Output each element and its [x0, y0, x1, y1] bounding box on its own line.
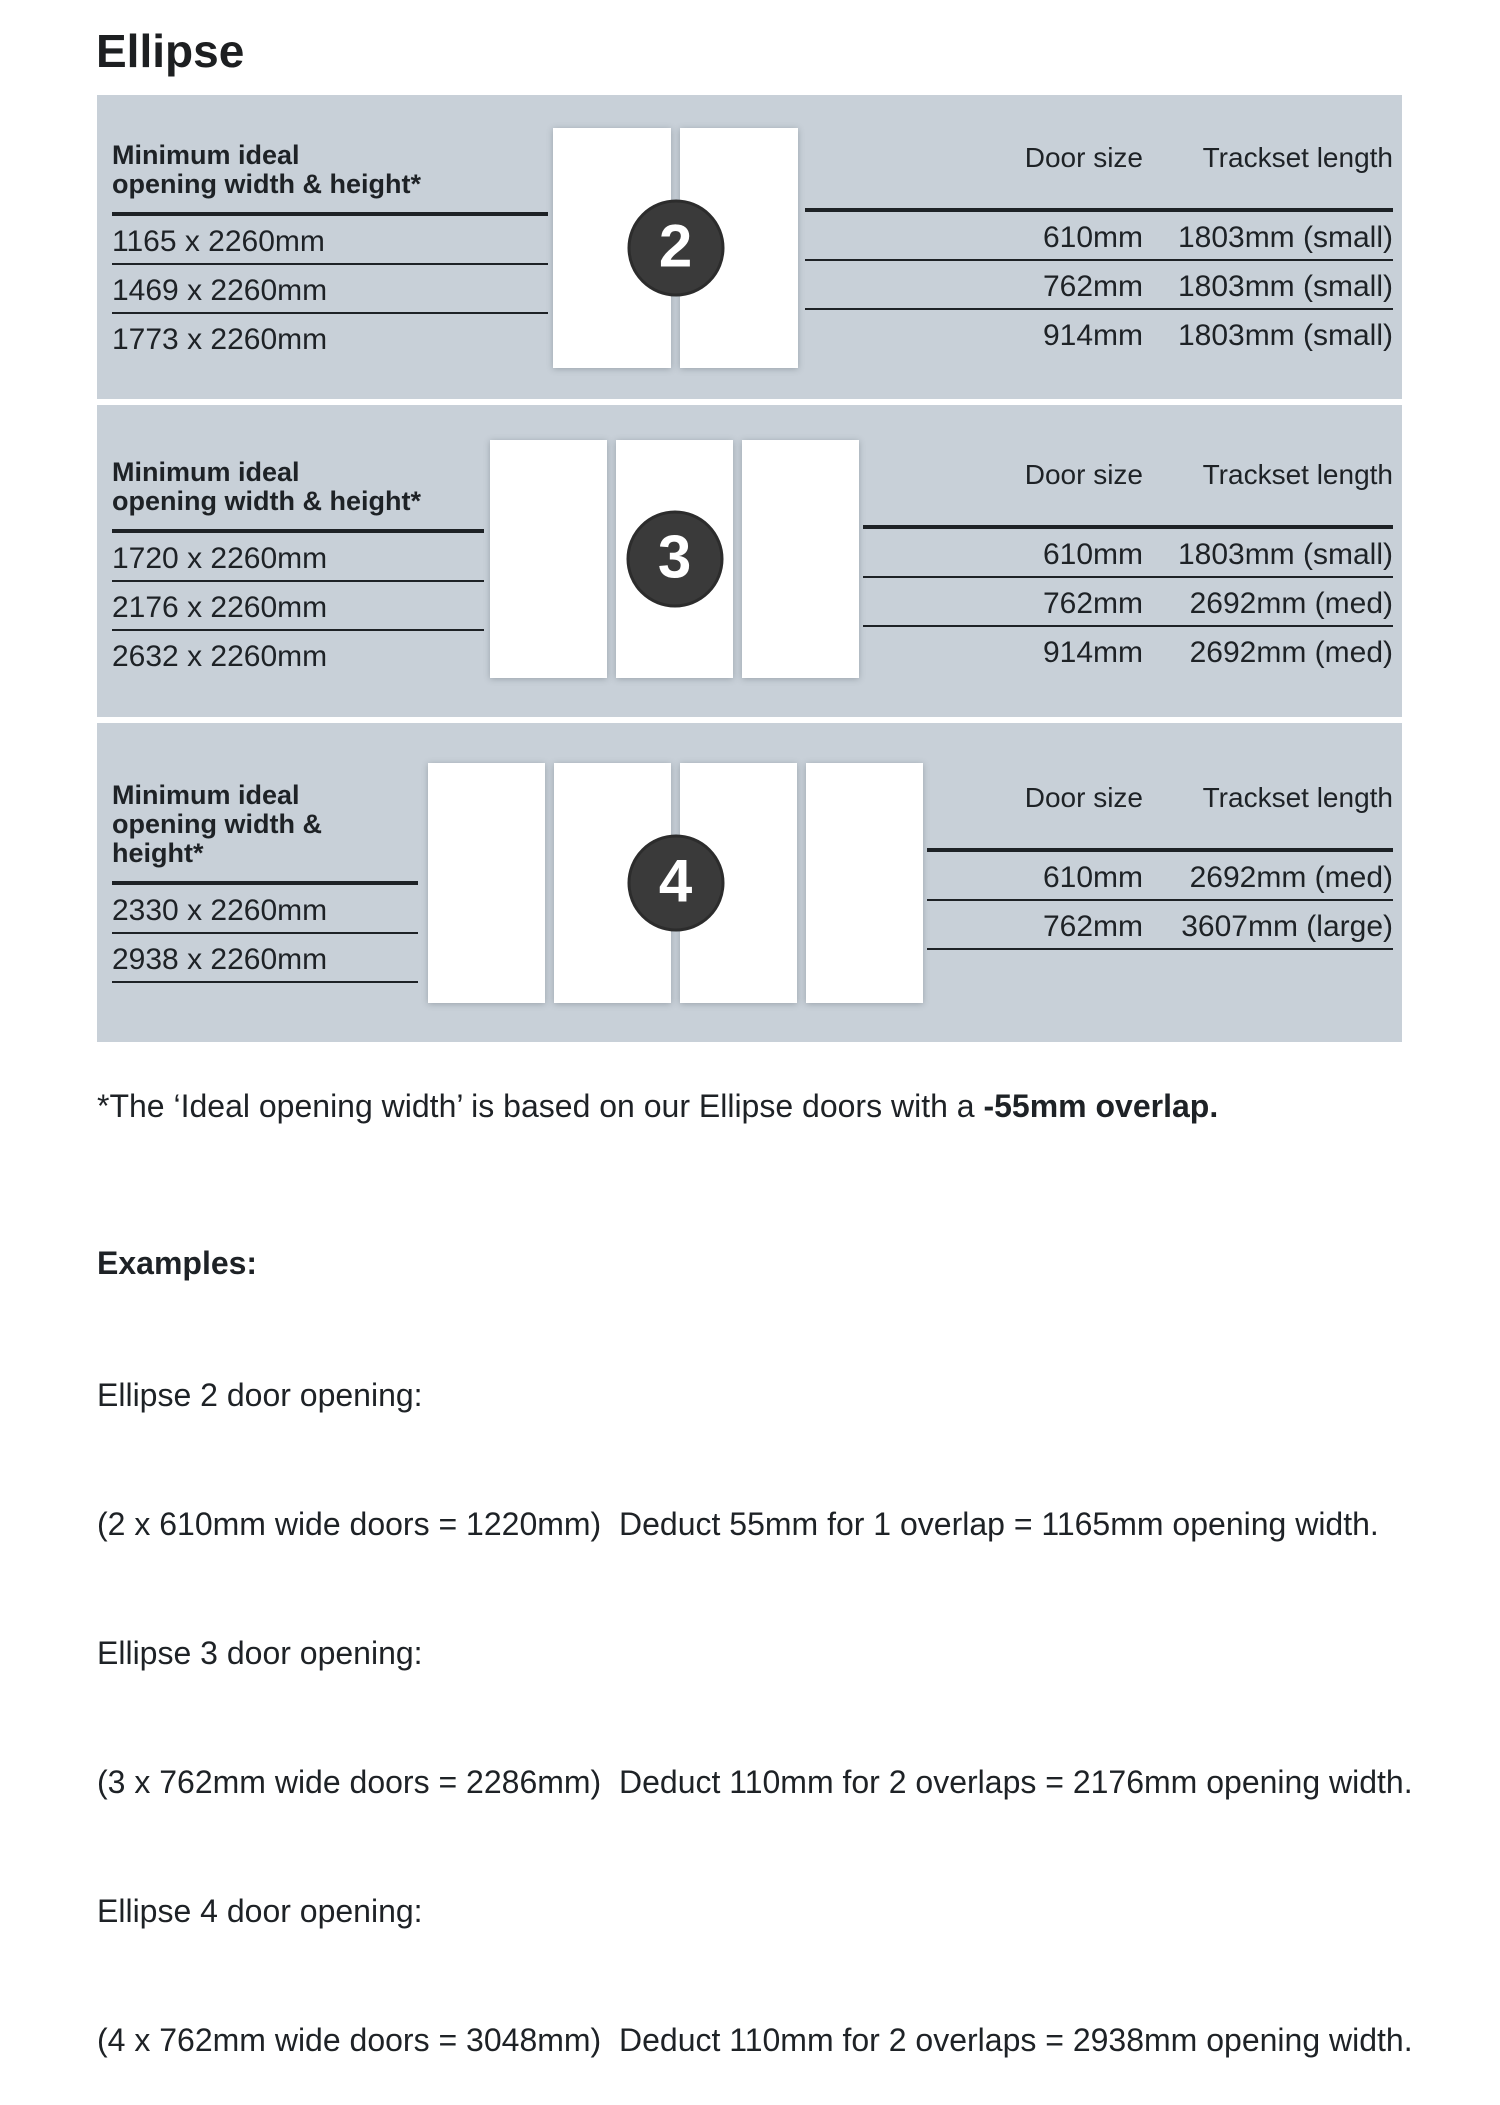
- door-spec-header: [863, 458, 1393, 529]
- door-size-value: 610mm: [1042, 538, 1143, 571]
- trackset-length-value: 2692mm (med): [1189, 587, 1393, 620]
- trackset-length-value: 1803mm (small): [1177, 319, 1393, 352]
- opening-size-table-3: [112, 458, 484, 680]
- section-3-door: [97, 405, 1402, 717]
- opening-size-row: 1773 x 2260mm: [112, 323, 328, 356]
- door-panel: [742, 440, 859, 678]
- door-panel: [806, 763, 923, 1003]
- example-detail: (2 x 610mm wide doors = 1220mm) Deduct 55mm for 1 overlap = 1165mm opening width.: [97, 1506, 1379, 1542]
- trackset-length-value: 1803mm (small): [1177, 270, 1393, 303]
- opening-size-table-4: [112, 781, 418, 983]
- opening-size-header-line1: Minimum ideal: [112, 780, 300, 810]
- door-spec-header: [927, 781, 1393, 852]
- example-label: Ellipse 2 door opening:: [97, 1377, 423, 1413]
- examples-heading: Examples:: [97, 1245, 258, 1281]
- door-size-value: 610mm: [1042, 861, 1143, 894]
- door-size-header: Door size: [1024, 142, 1143, 173]
- footnote-text: *The ‘Ideal opening width’ is based on our Ellipse doors with a: [97, 1088, 984, 1124]
- door-size-value: 762mm: [1042, 587, 1143, 620]
- spec-panel: [97, 95, 1402, 1042]
- opening-size-header-line2: opening width & height*: [112, 809, 322, 868]
- trackset-length-value: 2692mm (med): [1189, 636, 1393, 669]
- door-diagram-4: [428, 763, 923, 1003]
- example-label: Ellipse 3 door opening:: [97, 1635, 423, 1671]
- opening-size-row: 2938 x 2260mm: [112, 934, 418, 983]
- door-spec-row: [927, 852, 1393, 901]
- door-spec-table-4: [927, 781, 1393, 950]
- door-spec-row: [805, 261, 1393, 310]
- opening-size-header-line1: Minimum ideal: [112, 457, 300, 487]
- door-spec-row: [863, 578, 1393, 627]
- trackset-length-value: 2692mm (med): [1189, 861, 1393, 894]
- opening-size-row: 2176 x 2260mm: [112, 582, 484, 631]
- door-spec-row: [805, 310, 1393, 359]
- door-spec-row: [863, 627, 1393, 676]
- door-spec-header: [805, 141, 1393, 212]
- trackset-length-header: Trackset length: [1202, 459, 1393, 490]
- door-size-value: 914mm: [1042, 636, 1143, 669]
- door-size-header: Door size: [1024, 459, 1143, 490]
- door-spec-table-3: [863, 458, 1393, 676]
- opening-size-header: [112, 781, 418, 885]
- door-diagram-3: [490, 440, 859, 678]
- door-count-badge: 2: [627, 200, 724, 297]
- page-title: Ellipse: [96, 25, 245, 77]
- door-size-value: 914mm: [1042, 319, 1143, 352]
- trackset-length-value: 3607mm (large): [1181, 910, 1393, 943]
- opening-size-header: [112, 141, 548, 216]
- opening-size-header: [112, 458, 484, 533]
- opening-size-header-line2: opening width & height*: [112, 486, 421, 516]
- opening-size-row: 1165 x 2260mm: [112, 216, 548, 265]
- opening-size-row: 2330 x 2260mm: [112, 885, 418, 934]
- door-count-badge: 3: [626, 511, 723, 608]
- footnote-bold-text: -55mm overlap.: [983, 1088, 1219, 1124]
- door-spec-row: [805, 212, 1393, 261]
- door-diagram-2: [553, 128, 798, 368]
- example-label: Ellipse 4 door opening:: [97, 1893, 423, 1929]
- trackset-length-header: Trackset length: [1202, 782, 1393, 813]
- door-spec-table-2: [805, 141, 1393, 359]
- trackset-length-value: 1803mm (small): [1177, 221, 1393, 254]
- footnote: [97, 1088, 1218, 1125]
- section-4-door: [97, 723, 1402, 1042]
- door-spec-row: [927, 901, 1393, 950]
- door-spec-row: [863, 529, 1393, 578]
- opening-size-header-line1: Minimum ideal: [112, 140, 300, 170]
- door-panel: [490, 440, 607, 678]
- door-size-value: 762mm: [1042, 910, 1143, 943]
- example-detail: (3 x 762mm wide doors = 2286mm) Deduct 110mm for 2 overlaps = 2176mm opening width.: [97, 1764, 1413, 1800]
- trackset-length-value: 1803mm (small): [1177, 538, 1393, 571]
- opening-size-row: 1469 x 2260mm: [112, 265, 548, 314]
- door-size-value: 610mm: [1042, 221, 1143, 254]
- opening-size-row: 2632 x 2260mm: [112, 640, 328, 673]
- trackset-length-header: Trackset length: [1202, 142, 1393, 173]
- opening-size-row: 1720 x 2260mm: [112, 533, 484, 582]
- examples-block: [97, 1156, 1413, 2105]
- door-panel: [428, 763, 545, 1003]
- door-size-header: Door size: [1024, 782, 1143, 813]
- opening-size-table-2: [112, 141, 548, 363]
- example-detail: (4 x 762mm wide doors = 3048mm) Deduct 110mm for 2 overlaps = 2938mm opening width.: [97, 2022, 1413, 2058]
- door-size-value: 762mm: [1042, 270, 1143, 303]
- opening-size-header-line2: opening width & height*: [112, 169, 421, 199]
- door-count-badge: 4: [627, 835, 724, 932]
- section-2-door: [97, 95, 1402, 399]
